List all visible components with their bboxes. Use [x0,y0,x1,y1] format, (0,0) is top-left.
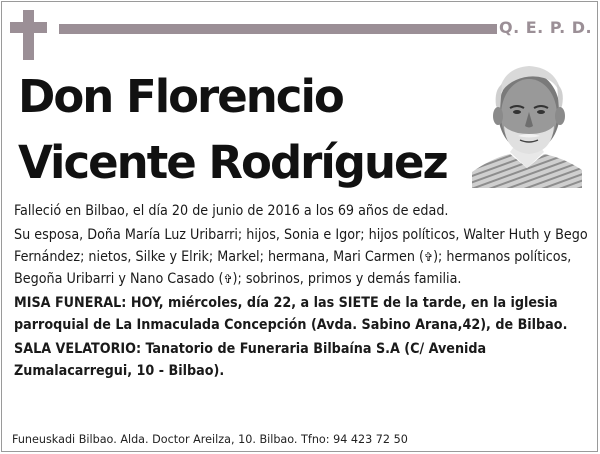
death-line: Falleció en Bilbao, el día 20 de junio de 2016 a los 69 años de edad. [14,203,449,219]
portrait-icon [472,60,582,188]
portrait-photo [472,60,582,188]
name-line-1: Don Florencio [18,70,343,123]
family-text-3: ); sobrinos, primos y demás familia. [232,271,462,287]
qepd-label: Q. E. P. D. [499,18,593,37]
notice-body [14,200,589,382]
header-rule [59,24,497,34]
family-text-2: ); hermanos políticos, Begoña Uribarri y Nano Casado ( [14,249,572,287]
family-paragraph [14,224,589,290]
family-text-1: Su esposa, Doña María Luz Uribarri; hijos, Sonia e Igor; hijos políticos, Walter Huth y Bego Fernández; nietos, Silke y Elrik; Markel; hermana, Mari Carmen ( [14,227,588,265]
misa-funeral: MISA FUNERAL: HOY, miércoles, día 22, a las SIETE de la tarde, en la iglesia parroquial de La Inmaculada Concepción (Avda. Sabino Arana,42), de Bilbao. [14,295,568,333]
deceased-cross-icon: ✞ [223,272,233,286]
sala-velatorio: SALA VELATORIO: Tanatorio de Funeraria Bilbaína S.A (C/ Avenida Zumalacarregui, 10 - Bilbao). [14,341,487,379]
funeral-home-footer: Funeuskadi Bilbao. Alda. Doctor Areilza, 10. Bilbao. Tfno: 94 423 72 50 [12,433,408,446]
deceased-cross-icon: ✞ [424,250,434,264]
name-line-2: Vicente Rodríguez [18,136,447,189]
